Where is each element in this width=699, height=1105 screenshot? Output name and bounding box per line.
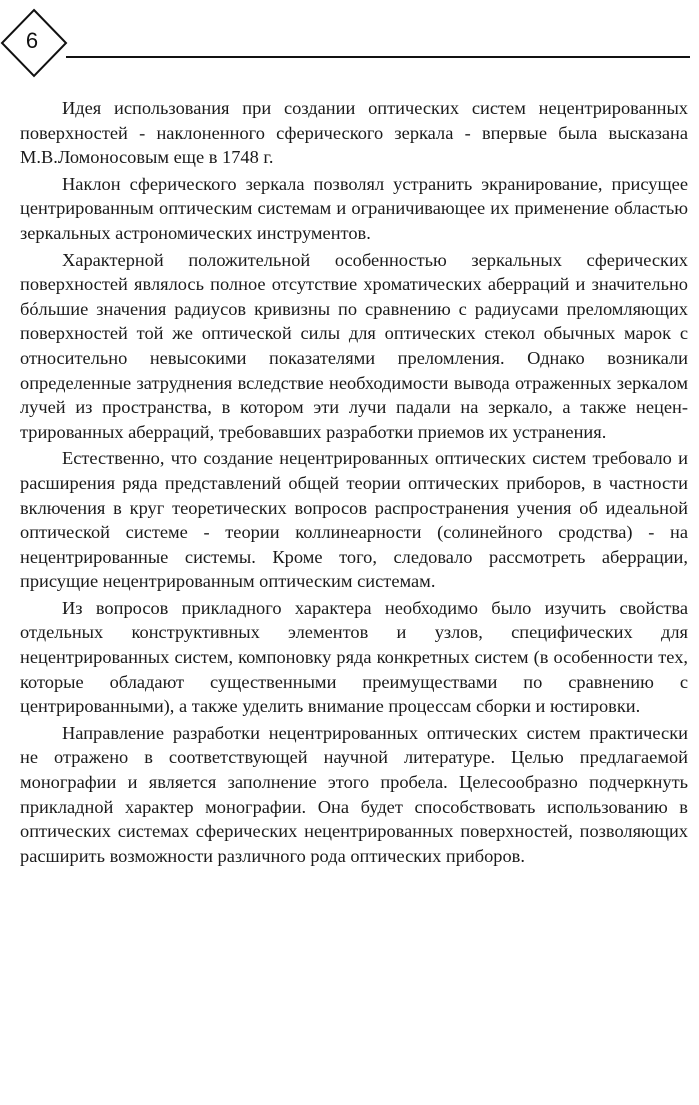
paragraph: Идея использования при создании оптических систем нецентрированных поверхностей - наклоненного сферического зеркала - впервые была высказана М.В.Ломоносовым еще в 1748 г.	[20, 98, 688, 168]
page-header	[0, 0, 699, 80]
page-number: 6	[25, 28, 39, 53]
paragraph: Естественно, что создание нецентрированных оптических систем требовало и расширения ряда представлений общей теории оптических приборов, в частности включения в круг теоретических вопросов распространения учения об идеальной оптической системе - теории коллинеарности (солинейного сродства) - на нецентрированные системы. Кроме того, следовало рассмотреть аберрации, присущие нецентрированным оптическим системам.	[20, 448, 688, 592]
paragraph: Из вопросов прикладного характера необходимо было изучить свойства отдельных конструктивных элементов и узлов, специфических для нецентрированных систем, компоновку ряда конкретных систем (в особенности тех, которые обладают существенными преимуществами по сравнению с центрированными), а также уделить внимание процессам сборки и юстировки.	[20, 597, 688, 717]
paragraph: Наклон сферического зеркала позволял устранить экранирование, присущее центрированным оптическим системам и ограничивающее их применение областью зеркальных астрономических инструментов.	[20, 173, 688, 243]
paragraph: Направление разработки нецентрированных оптических систем практически не отражено в соответствующей научной литературе. Целью предлагаемой монографии и является заполнение этого пробела. Целесообразно подчеркнуть прикладной характер монографии. Она будет способствовать использованию в оптических системах сферических нецентрированных поверхностей, позволяющих расширить возможности различного рода оптических приборов.	[20, 722, 688, 866]
paragraph: Характерной положительной особенностью зеркальных сферических поверхностей являлось полное отсутствие хроматических аберраций и значительно бóльшие значения радиусов кривизны по сравнению с радиусами преломляющих поверхностей той же оптической силы для оптических стекол обычных марок с относительно невысокими показателями преломления. Однако возникали определенные затруднения вследствие необходимости вывода отраженных зеркалом лучей из пространства, в котором эти лучи падали на зеркало, а также нецентрированных аберраций, требовавших разработки приемов их устранения.	[20, 249, 688, 442]
text-body	[20, 96, 688, 870]
header-decoration	[0, 0, 699, 80]
